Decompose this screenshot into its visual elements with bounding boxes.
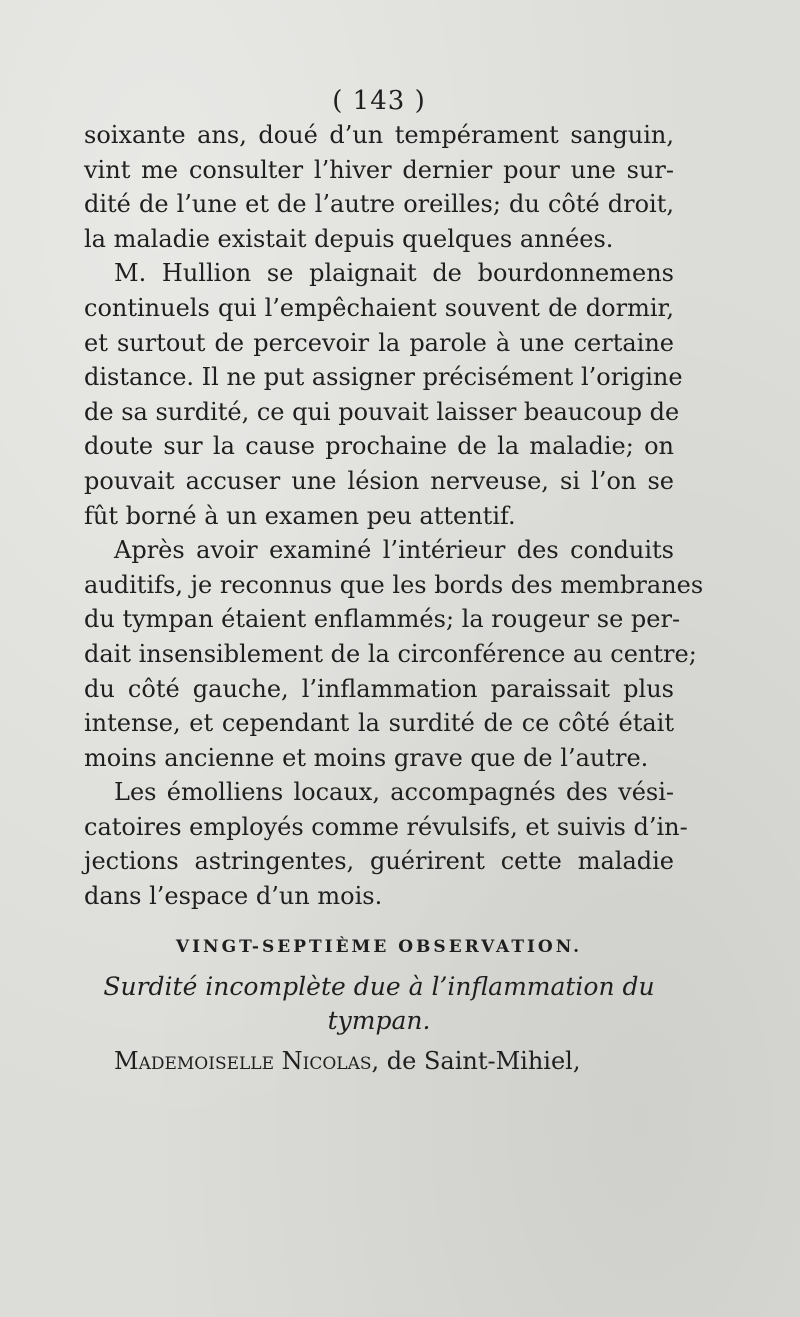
observation-heading: VINGT-SEPTIÈME OBSERVATION. <box>175 936 583 957</box>
patient-name: Mademoiselle Nicolas <box>114 1046 372 1075</box>
final-line <box>84 1044 674 1079</box>
text-line: continuels qui l’empêchaient souvent de dormir, <box>84 293 674 322</box>
text-line: Après avoir examiné l’intérieur des conduits <box>114 536 674 565</box>
text-line: la maladie existait depuis quelques années. <box>84 224 614 253</box>
text-line: catoires employés comme révulsifs, et suivis d’in- <box>84 812 688 841</box>
text-line: du côté gauche, l’inflammation paraissait plus <box>84 674 674 703</box>
text-line: M. Hullion se plaignait de bourdonnemens <box>114 259 674 288</box>
text-line: moins ancienne et moins grave que de l’autre. <box>84 743 649 772</box>
text-line: soixante ans, doué d’un tempérament sanguin, <box>84 121 674 149</box>
paragraph-4 <box>84 775 688 913</box>
paragraph-1 <box>84 118 674 256</box>
text-line: intense, et cependant la surdité de ce côté était <box>84 709 674 738</box>
text-line: de sa surdité, ce qui pouvait laisser beaucoup de <box>84 397 680 426</box>
text-line: et surtout de percevoir la parole à une certaine <box>84 328 674 357</box>
paragraph-3 <box>84 533 704 775</box>
text-line: auditifs, je reconnus que les bords des membranes <box>84 570 704 599</box>
text-line: dait insensiblement de la circonférence au centre; <box>84 639 697 668</box>
text-line: distance. Il ne put assigner précisément l’origine <box>84 363 683 392</box>
subtitle-line: tympan. <box>327 1005 431 1035</box>
text-line: doute sur la cause prochaine de la maladie; on <box>84 432 674 461</box>
paragraph-2 <box>84 256 683 533</box>
subtitle-line: Surdité incomplète due à l’inflammation du <box>103 971 655 1001</box>
text-line: jections astringentes, guérirent cette maladie <box>84 847 674 876</box>
text-line: dans l’espace d’un mois. <box>84 882 383 911</box>
text-line: pouvait accuser une lésion nerveuse, si l’on se <box>84 466 674 495</box>
final-line-rest: , de Saint-Mihiel, <box>371 1046 581 1075</box>
text-line: dité de l’une et de l’autre oreilles; du côté droit, <box>84 190 674 219</box>
book-page <box>84 84 704 1078</box>
page-number: ( 143 ) <box>332 86 426 116</box>
text-line: du tympan étaient enflammés; la rougeur se per- <box>84 605 681 634</box>
text-line: fût borné à un examen peu attentif. <box>84 501 516 530</box>
observation-subtitle <box>84 970 674 1038</box>
text-line: vint me consulter l’hiver dernier pour une sur- <box>84 155 674 184</box>
text-line: Les émolliens locaux, accompagnés des vési- <box>114 778 674 807</box>
